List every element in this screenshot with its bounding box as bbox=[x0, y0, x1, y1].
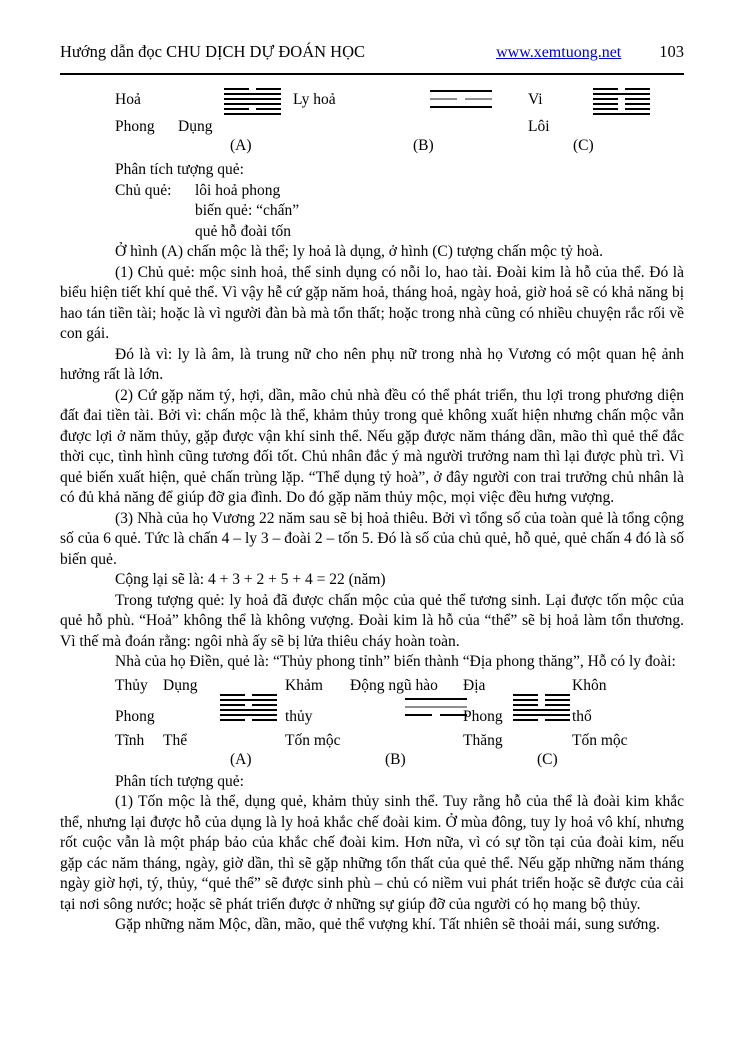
fig2-c-hexagram-symbol bbox=[513, 694, 570, 724]
fig2-c-name-line2: Phong bbox=[463, 707, 503, 725]
website-link[interactable]: www.xemtuong.net bbox=[496, 44, 622, 61]
broken-yin-line bbox=[513, 704, 570, 706]
paragraph-gap-nhung-nam: Gặp những năm Mộc, dần, mão, quẻ thể vượng khí. Tất nhiên sẽ thoải mái, sung sướng. bbox=[115, 916, 660, 933]
fig1-b-label: Ly hoả bbox=[293, 91, 336, 108]
paragraph-o-hinh: Ở hình (A) chấn mộc là thể; ly hoả là dụng, ở hình (C) tượng chấn mộc tỷ hoà. bbox=[115, 243, 603, 260]
broken-yin-line bbox=[593, 103, 650, 105]
broken-yin-line bbox=[513, 699, 570, 701]
solid-yang-line bbox=[513, 714, 570, 716]
broken-yin-line bbox=[224, 108, 281, 110]
fig1-a-caption: (A) bbox=[230, 137, 252, 154]
solid-yang-line bbox=[224, 98, 281, 100]
paragraph-do-la-vi: Đó là vì: ly là âm, là trung nữ cho nên phụ nữ trong nhà họ Vương có một quan hệ ảnh hưởng rất là lớn. bbox=[60, 345, 684, 383]
paragraph-2-cu-gap: (2) Cứ gặp năm tý, hợi, dần, mão chủ nhà đều có thể phát triển, thu lợi trong phương diện đất đai tiền tài. Bởi vì: chấn mộc là thể, khảm thủy trong quẻ không xuất hiện nhưng chấn mộc vẫn được lợi ở năm thủy, gặp được vận khí sinh thể. Nếu gặp được năm tháng dần, mão thì quẻ thể đắc thời cục, tình hình cũng tương đối tốt. Chủ nhân đắc ý mà người trưởng nam thì lại được phù trì. Vì quẻ biến xuất hiện, quẻ chấn trùng lặp. “Thể dụng tỷ hoà”, ở đây người con trai trưởng chủ nhân là có đủ khả năng để giúp đỡ gia đình. Do đó gặp năm thủy mộc, mọi việc đều hưng vượng. bbox=[60, 386, 684, 506]
paragraph-nha-ho-dien: Nhà của họ Điền, quẻ là: “Thủy phong tỉnh” biến thành “Địa phong thăng”, Hỗ có ly đoài: bbox=[115, 653, 676, 670]
solid-yang-line bbox=[220, 699, 277, 701]
fig2-b-trigram-symbol bbox=[405, 698, 467, 722]
solid-yang-line bbox=[593, 113, 650, 115]
fig1-a-name-line1: Hoả bbox=[115, 91, 141, 108]
solid-yang-line bbox=[430, 106, 492, 108]
fig2-b-moving-line-note: Động ngũ hào bbox=[350, 676, 438, 694]
solid-yang-line bbox=[430, 90, 492, 92]
broken-yin-line bbox=[220, 704, 277, 706]
fig2-c-caption: (C) bbox=[537, 750, 558, 768]
paragraph-3-nha-vuong: (3) Nhà của họ Vương 22 năm sau sẽ bị hoả thiêu. Bởi vì tổng số của toàn quẻ là tổng cộng số của 6 quẻ. Tức là chấn 4 – ly 3 – đoài 2 – tốn 5. Đó là số của chủ quẻ, hỗ quẻ, quẻ chấn 4 đó là số biến quẻ. bbox=[60, 509, 684, 568]
broken-yin-line bbox=[220, 694, 277, 696]
solid-yang-line bbox=[220, 714, 277, 716]
solid-yang-line bbox=[224, 93, 281, 95]
fig2-c-name-line3: Thăng bbox=[463, 731, 503, 749]
bien-que-line: biến quẻ: “chấn” bbox=[195, 202, 300, 219]
fig2-b-label-line2: thủy bbox=[285, 707, 313, 725]
solid-yang-line bbox=[405, 706, 467, 708]
fig1-c-caption: (C) bbox=[573, 137, 594, 154]
analysis2-heading: Phân tích tượng quẻ: bbox=[115, 772, 244, 790]
ho-que-line: quẻ hỗ đoài tốn bbox=[195, 222, 291, 240]
fig2-a-role2-label: Thể bbox=[163, 731, 188, 749]
fig2-c-attr-line3: Tốn mộc bbox=[572, 731, 628, 749]
solid-yang-line bbox=[405, 698, 467, 700]
header-rule bbox=[60, 73, 684, 75]
broken-yin-line bbox=[224, 88, 281, 90]
fig2-b-label-line3: Tốn mộc bbox=[285, 731, 341, 749]
broken-yin-line bbox=[430, 98, 492, 100]
fig2-a-caption: (A) bbox=[230, 750, 252, 768]
paragraph-trong-tuong-que: Trong tượng quẻ: ly hoả đã được chấn mộc của quẻ thể tương sinh. Lại được tốn mộc của quẻ hỗ phù. “Hoả” không thể là không vượng. Đoài kim là hỗ của “thể” sẽ bị hoả làm tổn thương. Vì thế mà đoán rằng: ngôi nhà ấy sẽ bị lửa thiêu cháy hoàn toàn. bbox=[60, 591, 684, 650]
fig2-b-label-line1: Khảm bbox=[285, 676, 323, 694]
fig2-c-name-line1: Địa bbox=[463, 676, 486, 694]
fig2-c-attr-line2: thổ bbox=[572, 707, 592, 725]
fig2-a-name-line3: Tĩnh bbox=[115, 731, 145, 749]
chu-que-line bbox=[60, 181, 684, 202]
analysis1-heading: Phân tích tượng quẻ: bbox=[115, 161, 244, 178]
broken-yin-line bbox=[513, 719, 570, 721]
broken-yin-line bbox=[593, 108, 650, 110]
chu-que-value: lôi hoả phong bbox=[195, 181, 281, 199]
page-content bbox=[60, 86, 684, 936]
broken-yin-line bbox=[593, 98, 650, 100]
page-number: 103 bbox=[659, 42, 684, 61]
solid-yang-line bbox=[593, 93, 650, 95]
solid-yang-line bbox=[224, 103, 281, 105]
broken-yin-line bbox=[513, 694, 570, 696]
fig2-b-caption: (B) bbox=[385, 750, 406, 768]
solid-yang-line bbox=[224, 113, 281, 115]
fig1-b-caption: (B) bbox=[413, 137, 434, 154]
broken-yin-line bbox=[593, 88, 650, 90]
page-header bbox=[60, 42, 684, 62]
fig2-a-name-line2: Phong bbox=[115, 707, 155, 725]
fig1-c-name-line1: Vi bbox=[528, 91, 543, 108]
chu-que-label: Chủ quẻ: bbox=[115, 181, 172, 199]
fig2-a-hexagram-symbol bbox=[220, 694, 277, 724]
fig1-c-name-line2: Lôi bbox=[528, 118, 550, 135]
solid-yang-line bbox=[220, 709, 277, 711]
fig1-b-trigram-symbol bbox=[430, 90, 492, 114]
fig1-c-hexagram-symbol bbox=[593, 88, 650, 118]
fig2-a-name-line1: Thủy bbox=[115, 676, 148, 694]
running-head-title: Hướng dẫn đọc CHU DỊCH DỰ ĐOÁN HỌC bbox=[60, 42, 365, 61]
fig2-c-attr-line1: Khôn bbox=[572, 676, 607, 694]
fig2-a-role-label: Dụng bbox=[163, 676, 198, 694]
broken-yin-line bbox=[405, 714, 467, 716]
hexagram-figure-2 bbox=[60, 676, 684, 770]
fig1-a-name-line2: Phong bbox=[115, 118, 155, 135]
solid-yang-line bbox=[513, 709, 570, 711]
hexagram-figure-1 bbox=[60, 86, 684, 160]
paragraph-1-ton-moc: (1) Tốn mộc là thể, dụng quẻ, khảm thủy sinh thể. Tuy rằng hỗ của thể là đoài kim khắc thể, nhưng lại được hỗ của dụng là ly hoả khắc chế đoài kim. Ở mùa đông, tuy ly hoả vô khí, nhưng rốt cuộc vẫn là một pháp bảo của khắc chế đoài kim. Hơn nữa, vì có sự tồn tại của đoài kim, nếu gặp các năm tháng, ngày, giờ dần, thì sẽ gặp những tổn thất của quẻ thể. Nếu gặp những năm tháng ngày giờ hợi, tý, thủy, “quẻ thể” sẽ được sinh phù – chủ có niềm vui phát triển hoặc sẽ được của cải tại nơi sông nước; hoặc sẽ phát triển được ở những sự giúp đỡ của người có họ mang bộ thủy. bbox=[60, 793, 684, 913]
header-right-group bbox=[496, 42, 684, 62]
paragraph-1-chu-que: (1) Chủ quẻ: mộc sinh hoả, thể sinh dụng có nỗi lo, hao tài. Đoài kim là hỗ của thể. Đó là biểu hiện tiết khí quẻ thể. Vì vậy hễ cứ gặp năm hoả, tháng hoả, ngày hoả, giờ hoả sẽ có khả năng bị hao tán tiền tài; hoặc là vì người đàn bà mà tổn thất; hoặc trong nhà cũng có nhiều chuyện rắc rối về con gái. bbox=[60, 263, 684, 342]
fig1-a-role-label: Dụng bbox=[178, 118, 213, 135]
fig1-a-hexagram-symbol bbox=[224, 88, 281, 118]
broken-yin-line bbox=[220, 719, 277, 721]
paragraph-cong-lai: Cộng lại sẽ là: 4 + 3 + 2 + 5 + 4 = 22 (năm) bbox=[115, 571, 386, 588]
